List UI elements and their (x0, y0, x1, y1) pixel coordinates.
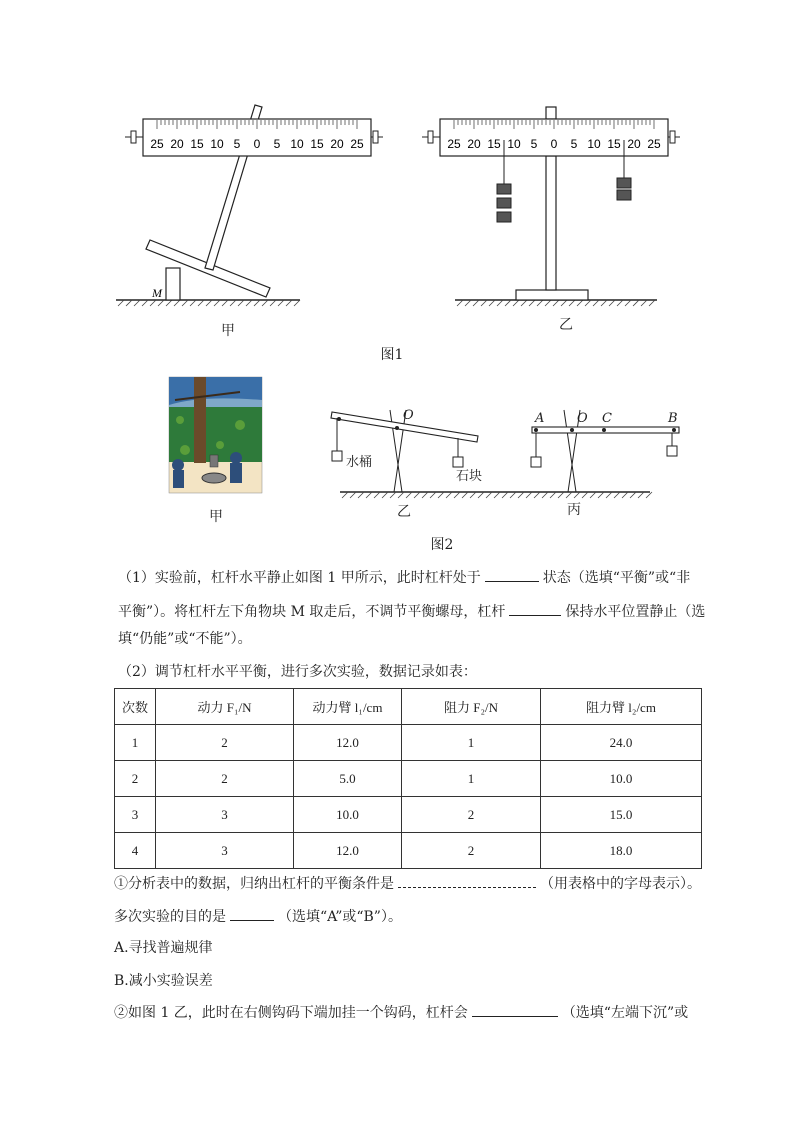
table-cell: 2 (402, 797, 541, 833)
block-m-label: M (152, 286, 162, 300)
ruler-tick-label: 10 (587, 137, 601, 151)
table-cell: 15.0 (541, 797, 702, 833)
q2-sub1-line2-b: （选填“A”或“B”）。 (278, 909, 402, 925)
ground-hatch (414, 492, 420, 498)
ground-hatch (558, 492, 564, 498)
ruler-tick-label: 5 (233, 137, 241, 151)
ground-hatch (513, 300, 519, 306)
ground-hatch (366, 492, 372, 498)
data-table (114, 688, 702, 869)
table-cell: 1 (402, 761, 541, 797)
bucket-label: 水桶 (346, 455, 373, 470)
figure2-photo-caption: 甲 (209, 509, 223, 525)
ground-hatch (342, 492, 348, 498)
q1-line2-b: 保持水平位置静止（选 (565, 604, 706, 620)
q1-line1 (118, 567, 690, 589)
ground-hatch (510, 492, 516, 498)
table-cell: 1 (115, 725, 156, 761)
ground-hatch (494, 492, 500, 498)
figure1-caption: 图1 (380, 347, 404, 363)
stone-label: 石块 (456, 469, 483, 484)
q1-line1-b: 状态（选填“平衡”或“非 (542, 570, 691, 586)
ground-hatch (457, 300, 463, 306)
table-header: 阻力 F₂/N (402, 689, 541, 725)
figure2-caption: 图2 (430, 537, 454, 553)
ground-hatch (422, 492, 428, 498)
ground-hatch (465, 300, 471, 306)
ground-hatch (545, 300, 551, 306)
ground-hatch (638, 492, 644, 498)
option-b: B.减小实验误差 (114, 973, 213, 989)
table-cell: 3 (115, 797, 156, 833)
table-cell: 12.0 (294, 833, 402, 869)
table-cell: 1 (402, 725, 541, 761)
ground-hatch (561, 300, 567, 306)
ground-hatch (481, 300, 487, 306)
ground-hatch (529, 300, 535, 306)
q2-intro: （2）调节杠杆水平平衡，进行多次实验，数据记录如表： (118, 664, 477, 680)
ground-hatch (630, 492, 636, 498)
ground-hatch (454, 492, 460, 498)
option-a: A.寻找普遍规律 (114, 940, 213, 956)
figures-drawing (0, 0, 794, 560)
point-c-label: C (602, 411, 612, 426)
q2-sub1-line1 (114, 873, 701, 895)
ground-hatch (470, 492, 476, 498)
q2-blank-tilt[interactable] (472, 1002, 558, 1017)
ruler-tick-label: 5 (570, 137, 578, 151)
q2-sub1-line2-a: 多次实验的目的是 (114, 909, 226, 925)
ground-hatch (374, 492, 380, 498)
ground-hatch (582, 492, 588, 498)
ruler-tick-label: 5 (530, 137, 538, 151)
ground-hatch (614, 492, 620, 498)
figure1-left-caption: 甲 (221, 323, 235, 339)
ground-hatch (518, 492, 524, 498)
ruler-tick-label: 5 (273, 137, 281, 151)
ground-hatch (537, 300, 543, 306)
ruler-left-tick-labels (150, 137, 364, 151)
ground-hatch (550, 492, 556, 498)
ruler-tick-label: 10 (210, 137, 224, 151)
q2-blank-condition[interactable] (398, 873, 536, 888)
table-cell: 3 (156, 797, 294, 833)
ground-hatch (553, 300, 559, 306)
table-header: 动力 F₁/N (156, 689, 294, 725)
ground-hatch (350, 492, 356, 498)
point-o-label: O (577, 411, 588, 426)
point-a-label: A (535, 411, 545, 426)
table-cell: 18.0 (541, 833, 702, 869)
ground-hatch (521, 300, 527, 306)
ground-hatch (502, 492, 508, 498)
ruler-tick-label: 0 (253, 137, 261, 151)
q2-blank-purpose[interactable] (230, 906, 274, 921)
q2-sub2-line (114, 1002, 688, 1024)
table-header: 次数 (115, 689, 156, 725)
well-sweep-illustration (169, 377, 262, 493)
q2-sub2-a: ②如图 1 乙，此时在右侧钩码下端加挂一个钩码，杠杆会 (114, 1005, 468, 1021)
table-cell: 4 (115, 833, 156, 869)
ground-hatch (486, 492, 492, 498)
ruler-tick-label: 10 (507, 137, 521, 151)
ground-hatch (617, 300, 623, 306)
table-header: 阻力臂 l₂/cm (541, 689, 702, 725)
ground-hatch (622, 492, 628, 498)
ground-hatch (534, 492, 540, 498)
ground-hatch (646, 492, 652, 498)
ruler-tick-label: 15 (190, 137, 204, 151)
ruler-tick-label: 25 (150, 137, 164, 151)
ruler-tick-label: 25 (350, 137, 364, 151)
table-row (115, 833, 702, 869)
table-cell: 12.0 (294, 725, 402, 761)
ruler-tick-label: 20 (330, 137, 344, 151)
ground-hatch (590, 492, 596, 498)
ruler-tick-label: 10 (290, 137, 304, 151)
ground-hatch (593, 300, 599, 306)
ground-hatch (505, 300, 511, 306)
q2-sub1-line2 (114, 906, 402, 928)
ruler-tick-label: 20 (170, 137, 184, 151)
ground-hatch (497, 300, 503, 306)
ruler-tick-label: 20 (467, 137, 481, 151)
ground-hatch (489, 300, 495, 306)
ground-hatch (430, 492, 436, 498)
ground-hatch (585, 300, 591, 306)
q1-line2-a: 平衡”）。将杠杆左下角物块 M 取走后，不调节平衡螺母，杠杆 (118, 604, 506, 620)
q1-blank-1[interactable] (485, 567, 539, 582)
table-cell: 2 (402, 833, 541, 869)
ruler-tick-label: 20 (627, 137, 641, 151)
table-header-row (115, 689, 702, 725)
ruler-tick-label: 15 (607, 137, 621, 151)
figure2-mid-caption: 乙 (397, 504, 411, 520)
ground-hatch (438, 492, 444, 498)
ground-hatch (577, 300, 583, 306)
table-cell: 2 (156, 761, 294, 797)
ground-hatch (598, 492, 604, 498)
table-cell: 5.0 (294, 761, 402, 797)
ruler-tick-label: 25 (647, 137, 661, 151)
table-cell: 3 (156, 833, 294, 869)
q1-blank-2[interactable] (509, 601, 561, 616)
ruler-tick-label: 25 (447, 137, 461, 151)
ground-hatch (566, 492, 572, 498)
ground-hatch (398, 492, 404, 498)
ground-hatch (625, 300, 631, 306)
figure1-right-caption: 乙 (559, 317, 573, 333)
point-b-label: B (668, 411, 678, 426)
q2-sub2-b: （选填“左端下沉”或 (561, 1005, 689, 1021)
table-cell: 24.0 (541, 725, 702, 761)
pivot-o-label: O (403, 408, 414, 423)
ground-hatch (609, 300, 615, 306)
ground-hatch (382, 492, 388, 498)
q1-line3: 填“仍能”或“不能”）。 (118, 631, 252, 647)
ground-hatch (574, 492, 580, 498)
table-header: 动力臂 l₁/cm (294, 689, 402, 725)
table-cell: 2 (115, 761, 156, 797)
q1-line1-a: （1）实验前，杠杆水平静止如图 1 甲所示，此时杠杆处于 (118, 570, 481, 586)
ground-hatch (526, 492, 532, 498)
figure1-left-diagram (116, 105, 383, 306)
ground-hatch (446, 492, 452, 498)
ground-hatch (649, 300, 655, 306)
table-cell: 10.0 (541, 761, 702, 797)
q1-line2 (118, 601, 705, 623)
ground-hatch (390, 492, 396, 498)
ground-hatch (606, 492, 612, 498)
ruler-right-tick-labels (447, 137, 661, 151)
ground-hatch (473, 300, 479, 306)
ground-hatch (633, 300, 639, 306)
ruler-tick-label: 15 (487, 137, 501, 151)
ruler-tick-label: 15 (310, 137, 324, 151)
ground-hatch (601, 300, 607, 306)
table-cell: 10.0 (294, 797, 402, 833)
ground-hatch (569, 300, 575, 306)
ground-hatch (406, 492, 412, 498)
ground-hatch (478, 492, 484, 498)
q2-sub1-b: （用表格中的字母表示）。 (540, 876, 701, 892)
table-row (115, 761, 702, 797)
table-row (115, 725, 702, 761)
table-row (115, 797, 702, 833)
table-cell: 2 (156, 725, 294, 761)
q2-sub1-a: ①分析表中的数据，归纳出杠杆的平衡条件是 (114, 876, 394, 892)
figure2-lever-diagrams (331, 410, 679, 498)
ground-hatch (462, 492, 468, 498)
ground-hatch (641, 300, 647, 306)
figure2-right-caption: 丙 (567, 502, 581, 518)
ruler-tick-label: 0 (550, 137, 558, 151)
ground-hatch (358, 492, 364, 498)
ground-hatch (542, 492, 548, 498)
